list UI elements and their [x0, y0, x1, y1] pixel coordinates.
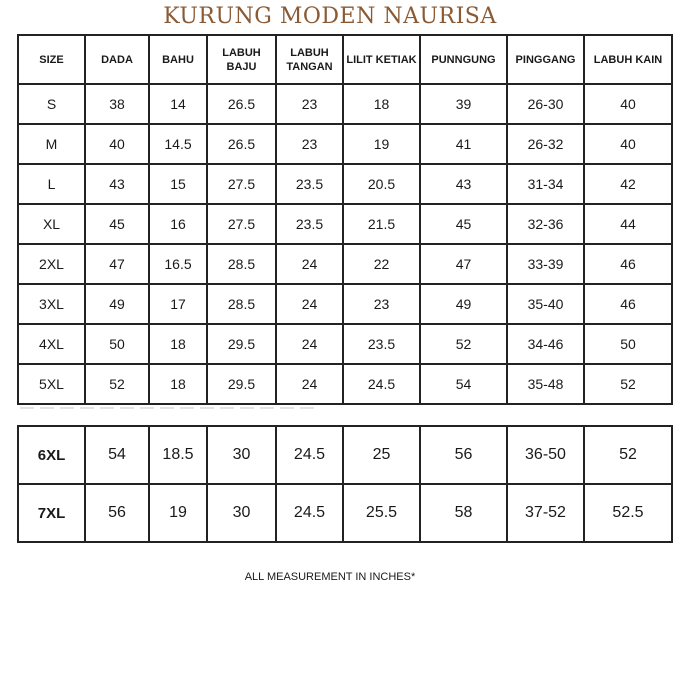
- measurement-cell: 44: [584, 204, 672, 244]
- measurement-cell: 25.5: [343, 484, 420, 542]
- size-cell: 7XL: [18, 484, 85, 542]
- measurement-cell: 54: [420, 364, 507, 404]
- measurement-cell: 52: [584, 364, 672, 404]
- size-cell: L: [18, 164, 85, 204]
- measurement-cell: 16.5: [149, 244, 207, 284]
- measurement-cell: 49: [85, 284, 149, 324]
- measurement-cell: 19: [343, 124, 420, 164]
- measurement-cell: 21.5: [343, 204, 420, 244]
- measurement-cell: 50: [85, 324, 149, 364]
- measurement-cell: 52.5: [584, 484, 672, 542]
- header-lilit-ketiak: LILIT KETIAK: [343, 35, 420, 84]
- measurement-cell: 26-30: [507, 84, 584, 124]
- measurement-cell: 35-40: [507, 284, 584, 324]
- measurement-cell: 56: [85, 484, 149, 542]
- measurement-cell: 43: [85, 164, 149, 204]
- measurement-cell: 24: [276, 364, 343, 404]
- measurement-cell: 24: [276, 324, 343, 364]
- measurement-cell: 33-39: [507, 244, 584, 284]
- header-labuh-kain: LABUH KAIN: [584, 35, 672, 84]
- measurement-cell: 20.5: [343, 164, 420, 204]
- measurement-cell: 23.5: [276, 164, 343, 204]
- measurement-cell: 22: [343, 244, 420, 284]
- measurement-cell: 27.5: [207, 204, 276, 244]
- faint-divider: [20, 407, 320, 409]
- measurement-cell: 26.5: [207, 124, 276, 164]
- measurement-cell: 40: [85, 124, 149, 164]
- measurement-cell: 23.5: [276, 204, 343, 244]
- measurement-cell: 27.5: [207, 164, 276, 204]
- table-row: [18, 84, 672, 124]
- measurement-cell: 24.5: [276, 484, 343, 542]
- measurement-cell: 31-34: [507, 164, 584, 204]
- header-punggung: PUNNGUNG: [420, 35, 507, 84]
- size-chart-table: [17, 34, 673, 405]
- page-title: KURUNG MODEN NAURISA: [163, 4, 497, 29]
- measurement-cell: 19: [149, 484, 207, 542]
- measurement-cell: 28.5: [207, 284, 276, 324]
- measurement-cell: 15: [149, 164, 207, 204]
- measurement-cell: 32-36: [507, 204, 584, 244]
- measurement-cell: 23.5: [343, 324, 420, 364]
- measurement-cell: 46: [584, 284, 672, 324]
- measurement-cell: 34-46: [507, 324, 584, 364]
- measurement-cell: 24: [276, 284, 343, 324]
- measurement-cell: 58: [420, 484, 507, 542]
- measurement-cell: 26.5: [207, 84, 276, 124]
- measurement-cell: 45: [420, 204, 507, 244]
- measurement-cell: 38: [85, 84, 149, 124]
- measurement-cell: 40: [584, 124, 672, 164]
- table-row: [18, 324, 672, 364]
- measurement-cell: 23: [276, 124, 343, 164]
- measurement-cell: 36-50: [507, 426, 584, 484]
- measurement-cell: 35-48: [507, 364, 584, 404]
- size-cell: XL: [18, 204, 85, 244]
- measurement-cell: 41: [420, 124, 507, 164]
- measurement-cell: 24.5: [276, 426, 343, 484]
- measurement-cell: 50: [584, 324, 672, 364]
- table-row: [18, 164, 672, 204]
- header-labuh-tangan: LABUH TANGAN: [276, 35, 343, 84]
- measurement-cell: 37-52: [507, 484, 584, 542]
- measurement-cell: 14: [149, 84, 207, 124]
- size-cell: 4XL: [18, 324, 85, 364]
- measurement-cell: 47: [85, 244, 149, 284]
- table-row: [18, 204, 672, 244]
- measurement-cell: 18: [149, 324, 207, 364]
- measurement-cell: 17: [149, 284, 207, 324]
- measurement-cell: 28.5: [207, 244, 276, 284]
- measurement-cell: 24: [276, 244, 343, 284]
- table-row: [18, 284, 672, 324]
- measurement-cell: 24.5: [343, 364, 420, 404]
- size-cell: 2XL: [18, 244, 85, 284]
- header-dada: DADA: [85, 35, 149, 84]
- measurement-cell: 18: [149, 364, 207, 404]
- measurement-cell: 49: [420, 284, 507, 324]
- measurement-cell: 42: [584, 164, 672, 204]
- table-row: [18, 244, 672, 284]
- measurement-cell: 56: [420, 426, 507, 484]
- measurement-cell: 18: [343, 84, 420, 124]
- measurement-cell: 47: [420, 244, 507, 284]
- table-row: [18, 484, 672, 542]
- measurement-cell: 23: [343, 284, 420, 324]
- measurement-cell: 46: [584, 244, 672, 284]
- measurement-cell: 52: [420, 324, 507, 364]
- measurement-cell: 52: [85, 364, 149, 404]
- measurement-cell: 40: [584, 84, 672, 124]
- measurement-cell: 52: [584, 426, 672, 484]
- measurement-cell: 29.5: [207, 364, 276, 404]
- size-cell: 5XL: [18, 364, 85, 404]
- measurement-cell: 18.5: [149, 426, 207, 484]
- measurement-cell: 23: [276, 84, 343, 124]
- measurement-cell: 14.5: [149, 124, 207, 164]
- table-row: [18, 426, 672, 484]
- measurement-cell: 30: [207, 484, 276, 542]
- size-cell: 6XL: [18, 426, 85, 484]
- measurement-cell: 54: [85, 426, 149, 484]
- table-row: [18, 124, 672, 164]
- size-cell: S: [18, 84, 85, 124]
- header-labuh-baju: LABUH BAJU: [207, 35, 276, 84]
- measurement-cell: 26-32: [507, 124, 584, 164]
- measurement-cell: 43: [420, 164, 507, 204]
- header-bahu: BAHU: [149, 35, 207, 84]
- measurement-note: ALL MEASUREMENT IN INCHES*: [244, 571, 416, 583]
- extended-size-table: [17, 425, 673, 543]
- table-header-row: [18, 35, 672, 84]
- measurement-cell: 45: [85, 204, 149, 244]
- measurement-cell: 25: [343, 426, 420, 484]
- measurement-cell: 29.5: [207, 324, 276, 364]
- size-cell: 3XL: [18, 284, 85, 324]
- size-cell: M: [18, 124, 85, 164]
- header-pinggang: PINGGANG: [507, 35, 584, 84]
- measurement-cell: 16: [149, 204, 207, 244]
- header-size: SIZE: [18, 35, 85, 84]
- measurement-cell: 39: [420, 84, 507, 124]
- measurement-cell: 30: [207, 426, 276, 484]
- table-row: [18, 364, 672, 404]
